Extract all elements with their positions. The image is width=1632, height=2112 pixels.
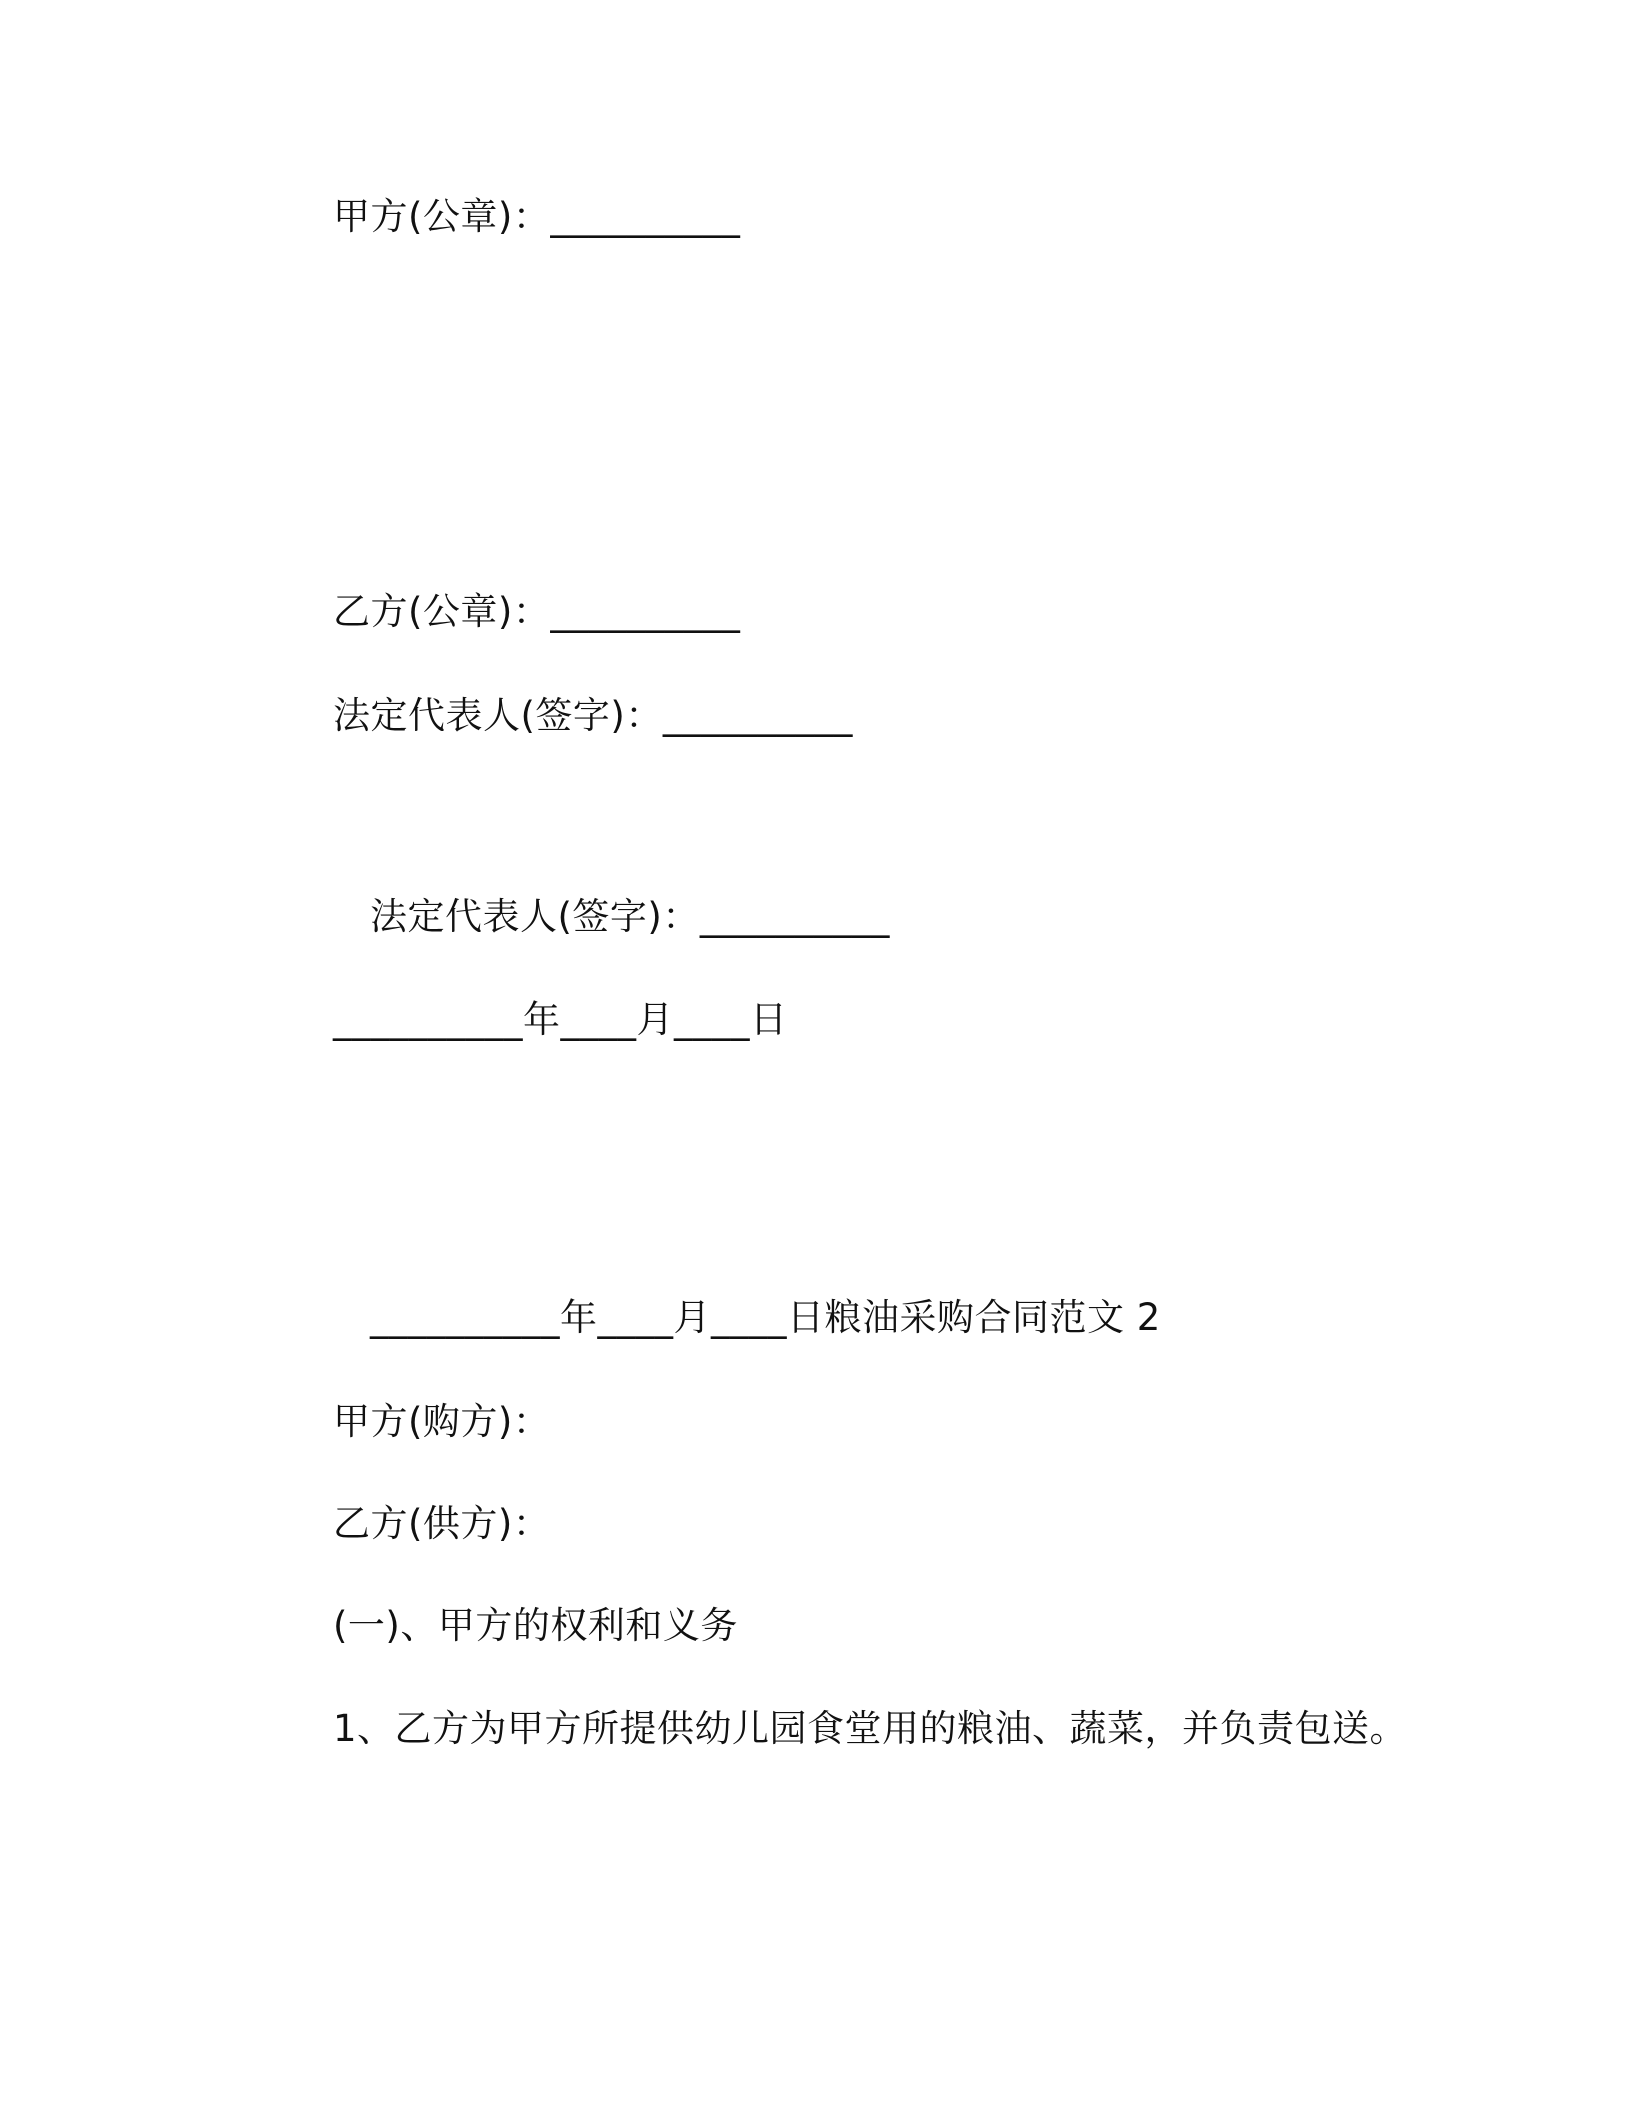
legal-representative-line: 法定代表人(签字)：__________ bbox=[333, 694, 853, 737]
clause-heading: (一)、甲方的权利和义务 bbox=[333, 1604, 738, 1647]
party-a-seal-line: 甲方(公章)：__________ bbox=[333, 195, 741, 238]
section-title: __________年____月____日粮油采购合同范文 2 bbox=[370, 1296, 1161, 1339]
supplier-line: 乙方(供方)： bbox=[333, 1502, 551, 1545]
date-line: __________年____月____日 bbox=[333, 998, 788, 1041]
party-b-seal-line: 乙方(公章)：__________ bbox=[333, 590, 741, 633]
legal-representative-line: 法定代表人(签字)：__________ bbox=[370, 895, 890, 938]
buyer-line: 甲方(购方)： bbox=[333, 1400, 551, 1443]
clause-item: 1、乙方为甲方所提供幼儿园食堂用的粮油、蔬菜，并负责包送。 bbox=[333, 1707, 1408, 1750]
